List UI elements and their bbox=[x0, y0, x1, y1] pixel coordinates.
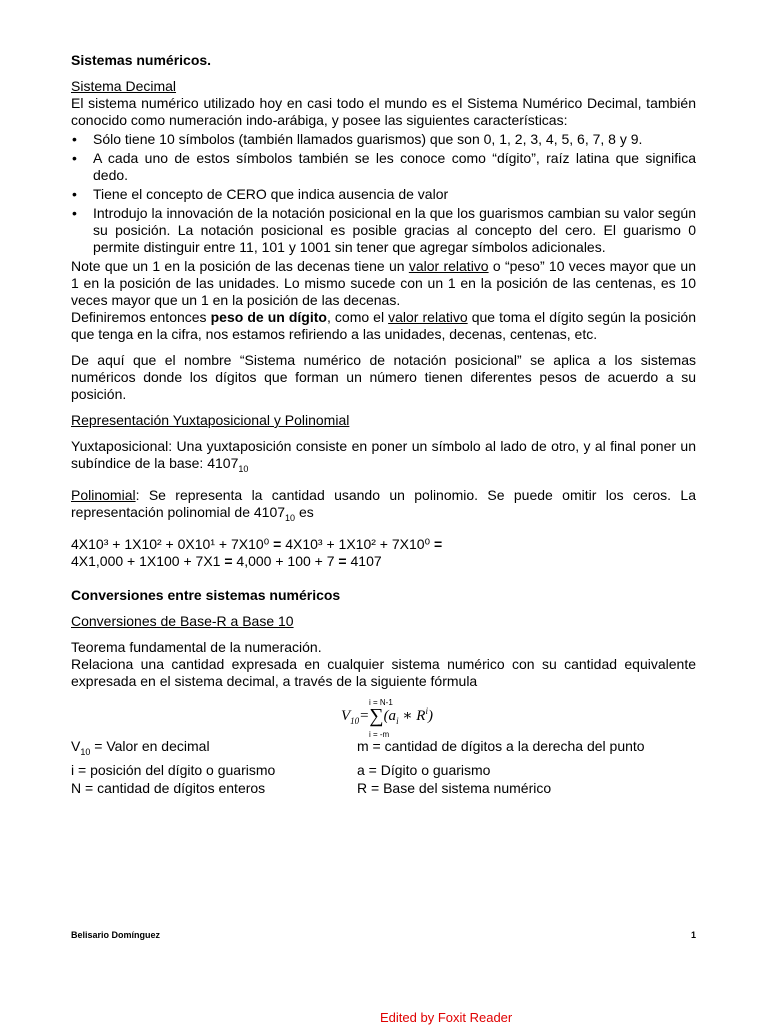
section-heading-decimal: Sistema Decimal bbox=[71, 78, 177, 94]
bullet-icon: • bbox=[72, 186, 77, 202]
definition-i: i = posición del dígito o guarismo bbox=[71, 762, 276, 778]
positional-paragraph: De aquí que el nombre “Sistema numérico de notación posicional” se aplica a los sistemas numéricos donde los dígitos que forman un número tienen diferentes pesos de acuerdo a su posición. bbox=[71, 352, 696, 402]
sum-lower-limit: i = -m bbox=[369, 730, 390, 739]
page-number: 1 bbox=[691, 930, 697, 940]
list-item: • A cada uno de estos símbolos también se les conoce como “dígito”, raíz latina que significa dedo. bbox=[72, 150, 696, 183]
yuxtaposicional-paragraph: Yuxtaposicional: Una yuxtaposición consiste en poner un símbolo al lado de otro, y al final poner un subíndice de la base: $4107_{10}$ bbox=[71, 438, 696, 474]
section-heading-representation: Representación Yuxtaposicional y Polinomial bbox=[71, 412, 350, 428]
intro-paragraph: El sistema numérico utilizado hoy en casi todo el mundo es el Sistema Numérico Decimal, también conocido como numeración indo-arábiga, y posee las siguientes características: bbox=[71, 95, 696, 128]
equation-line-1: 4X10³ + 1X10² + 0X10¹ + 7X10⁰ = 4X10³ + 1X10² + 7X10⁰ = bbox=[71, 536, 443, 552]
definition-r: R = Base del sistema numérico bbox=[357, 780, 552, 796]
definition-paragraph: Definiremos entonces peso de un dígito, como el valor relativo que toma el dígito según la posición que tenga en la cifra, nos estamos refiriendo a las unidades, decenas, centenas, etc. bbox=[71, 309, 696, 342]
section-heading-conversion: Conversiones de Base-R a Base 10 bbox=[71, 613, 294, 629]
doc-title: Sistemas numéricos. bbox=[71, 52, 212, 68]
theorem-line: Teorema fundamental de la numeración. bbox=[71, 639, 322, 655]
polinomial-paragraph: Polinomial: Se representa la cantidad usando un polinomio. Se puede omitir los ceros. La representación polinomial de $4107_{10}$ es bbox=[71, 487, 696, 523]
formula-expression: $V_{10}=\sum(a_i$ ∗ $R^i$) bbox=[341, 705, 433, 727]
note-paragraph: Note que un 1 en la posición de las decenas tiene un valor relativo o “peso” 10 veces mayor que un 1 en la posición de las unidades. Lo mismo sucede con un 1 en la posición de las centenas, es 10 veces mayor que un 1 en la posición de las decenas. bbox=[71, 258, 696, 308]
bullet-icon: • bbox=[72, 150, 77, 166]
sum-upper-limit: i = N-1 bbox=[369, 698, 393, 707]
footer-author: Belisario Domínguez bbox=[71, 930, 161, 940]
definition-m: m = cantidad de dígitos a la derecha del punto bbox=[357, 738, 645, 754]
foxit-watermark: Edited by Foxit Reader bbox=[380, 1010, 513, 1025]
definition-a: a = Dígito o guarismo bbox=[357, 762, 491, 778]
characteristics-list bbox=[71, 131, 696, 256]
conversions-title: Conversiones entre sistemas numéricos bbox=[71, 587, 341, 603]
conversion-formula bbox=[71, 694, 696, 739]
bullet-icon: • bbox=[72, 205, 77, 221]
definition-n: N = cantidad de dígitos enteros bbox=[71, 780, 266, 796]
list-item: • Sólo tiene 10 símbolos (también llamados guarismos) que son 0, 1, 2, 3, 4, 5, 6, 7, 8 y 9. bbox=[72, 131, 643, 147]
list-item: • Introdujo la innovación de la notación posicional en la que los guarismos cambian su valor según su posición. La notación posicional es posible gracias al concepto del cero. El guarismo 0 permite distinguir entre 11, 101 y 1001 sin tener que agregar símbolos adicionales. bbox=[72, 205, 696, 255]
variable-definitions bbox=[71, 738, 696, 797]
definition-v: $V_{10}$ = Valor en decimal bbox=[71, 738, 210, 757]
equation-line-2: 4X1,000 + 1X100 + 7X1 = 4,000 + 100 + 7 = 4107 bbox=[71, 553, 382, 569]
sigma-icon: ∑ bbox=[369, 705, 384, 727]
document-body bbox=[71, 52, 696, 797]
bullet-icon: • bbox=[72, 131, 77, 147]
list-item: • Tiene el concepto de CERO que indica ausencia de valor bbox=[72, 186, 449, 202]
relation-paragraph: Relaciona una cantidad expresada en cualquier sistema numérico con su cantidad equivalente expresada en el sistema decimal, a través de la siguiente fórmula bbox=[71, 656, 696, 689]
